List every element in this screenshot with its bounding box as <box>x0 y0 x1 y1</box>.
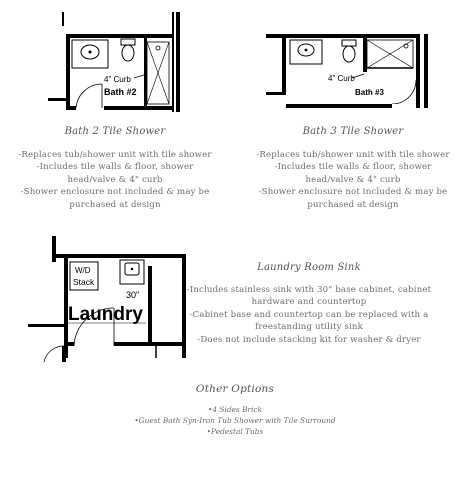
bath-3-curb-label: 4" Curb <box>328 74 355 83</box>
bath-3-caption: Bath 3 Tile Shower <box>302 126 404 137</box>
bath-3-line: -Replaces tub/shower unit with tile shower <box>256 150 450 160</box>
other-option-item: •4 Sides Brick <box>207 405 263 414</box>
bath-2-description <box>8 149 222 211</box>
bath-2-floor-plan <box>48 12 198 112</box>
laundry-description <box>178 284 440 346</box>
laundry-line: -Does not include stacking kit for washer & dryer <box>197 334 421 345</box>
bath-2-curb-label: 4" Curb <box>104 75 131 84</box>
laundry-line: -Includes stainless sink with 30" base cabinet, cabinet <box>186 285 432 295</box>
bath-2-line: purchased at design <box>69 199 161 210</box>
bath-3-floor-plan <box>266 30 446 112</box>
bath-2-line: head/valve & 4" curb <box>67 174 163 185</box>
bath-3-line: -Includes tile walls & floor, shower <box>274 162 432 173</box>
bath-2-line: -Shower enclosure not included & may be <box>20 187 210 198</box>
bath-2-plan-label: Bath #2 <box>104 87 137 97</box>
laundry-plan-label: Laundry <box>68 304 143 325</box>
laundry-stack-label: Stack <box>73 277 95 287</box>
laundry-line: freestanding utility sink <box>255 322 363 333</box>
laundry-sink-size-label: 30" <box>126 290 140 300</box>
laundry-line: -Cabinet base and countertop can be replaced with a <box>189 309 429 320</box>
other-option-item: •Pedestal Tubs <box>206 427 264 436</box>
bath-3-line: head/valve & 4" curb <box>305 174 401 185</box>
bath-2-line: -Replaces tub/shower unit with tile shower <box>18 150 212 160</box>
laundry-wd-label: W/D <box>75 266 91 275</box>
bath-3-description <box>246 149 460 211</box>
other-options-title: Other Options <box>195 383 275 395</box>
bath-3-line: -Shower enclosure not included & may be <box>258 187 448 198</box>
laundry-line: hardware and countertop <box>251 297 367 308</box>
bath-3-line: purchased at design <box>307 199 399 210</box>
other-options-list <box>110 404 360 437</box>
bath-3-plan-label: Bath #3 <box>355 88 384 97</box>
other-option-item: •Guest Bath Syn-Iron Tub Shower with Tile Surround <box>134 416 336 425</box>
laundry-floor-plan <box>28 236 188 364</box>
bath-2-line: -Includes tile walls & floor, shower <box>36 162 194 173</box>
bath-2-caption: Bath 2 Tile Shower <box>64 126 166 137</box>
laundry-caption: Laundry Room Sink <box>257 262 361 273</box>
